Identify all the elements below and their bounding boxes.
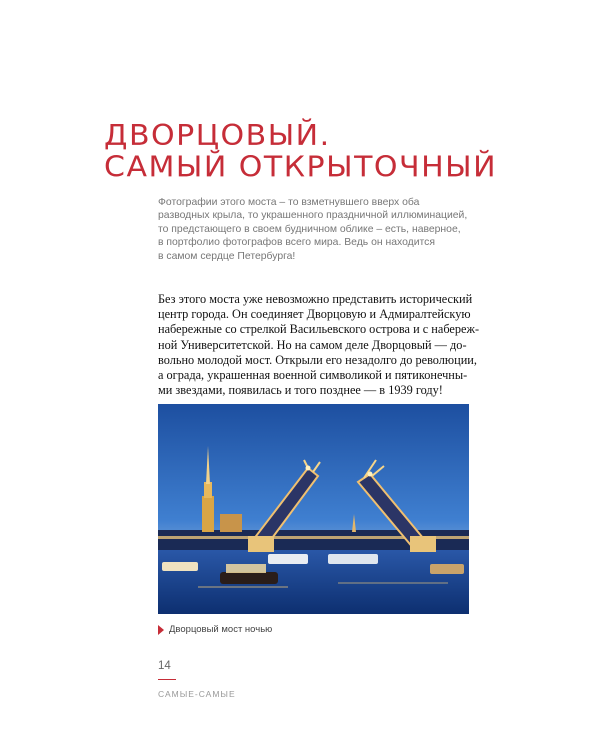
bridge-photo — [158, 404, 469, 614]
river — [158, 549, 469, 614]
body-line: Без этого моста уже невозможно представить исторический — [158, 292, 473, 306]
bridge-pier-right — [410, 536, 436, 552]
article-title — [104, 120, 497, 183]
body-line: вольно молодой мост. Открыли его незадолго до революции, — [158, 352, 477, 367]
lead-paragraph — [158, 196, 468, 263]
triangle-right-icon — [158, 625, 164, 635]
body-line: ми звездами, появилась и того позднее — в 1939 году! — [158, 383, 443, 398]
article-title-line: ДВОРЦОВЫЙ. — [104, 119, 331, 153]
body-line: а ограда, украшенная военной символикой и пятиконечны- — [158, 368, 468, 383]
lead-line: Фотографии этого моста – то взметнувшего вверх оба — [158, 197, 420, 208]
reflection — [198, 586, 288, 588]
body-line: набережные со стрелкой Васильевского острова и с набереж- — [158, 322, 480, 337]
body-paragraph — [158, 292, 480, 398]
lead-line: разводных крыла, то украшенного праздничной иллюминацией, — [158, 210, 468, 222]
page-number: 14 — [158, 660, 171, 672]
page-number-rule — [158, 679, 176, 680]
body-line: центр города. Он соединяет Дворцовую и Адмиралтейскую — [158, 307, 471, 322]
lead-line: в портфолио фотографов всего мира. Ведь он находится — [158, 237, 435, 249]
bridge-pier-left — [248, 536, 274, 552]
lead-line: то предстающего в своем будничном облике – есть, наверное, — [158, 223, 461, 235]
photo-caption-text: Дворцовый мост ночью — [169, 624, 273, 635]
lead-line: в самом сердце Петербурга! — [158, 250, 296, 262]
reflection — [338, 582, 448, 584]
section-label: САМЫЕ-САМЫЕ — [158, 689, 236, 699]
photo-caption — [158, 624, 272, 635]
body-line: ной Университетской. Но на самом деле Дворцовый — до- — [158, 337, 467, 352]
bridge-photo-illustration — [158, 404, 469, 614]
article-title-line: САМЫЙ ОТКРЫТОЧНЫЙ — [104, 150, 498, 185]
